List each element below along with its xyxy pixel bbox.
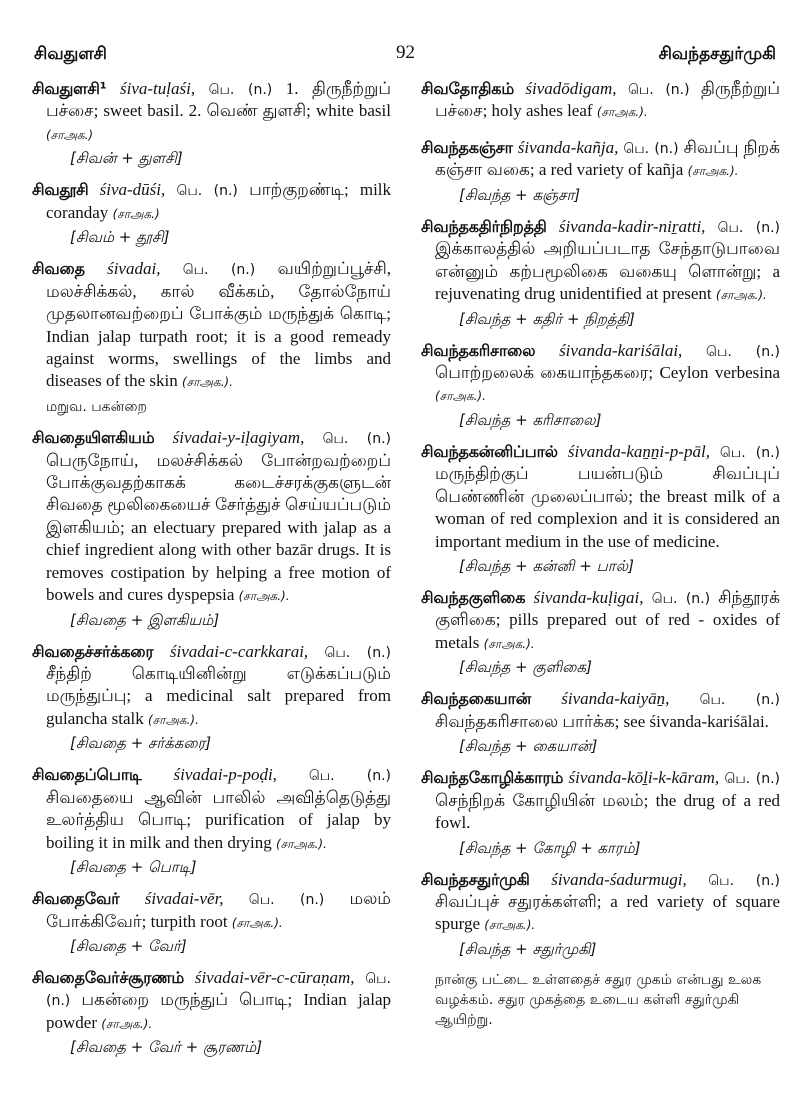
entry-transliteration: śivanda-kuḷigai, [533, 588, 644, 607]
dictionary-entry [32, 179, 391, 224]
entry-transliteration: śivanda-kaiyāṉ, [561, 689, 670, 709]
entry-source: (சாஅக.). [181, 375, 233, 390]
entry-pos: பெ. (n.) [182, 262, 256, 279]
entry-headword: சிவந்தகன்னிப்பால் [421, 441, 558, 461]
entry-etymology: [சிவந்த + கரிசாலை] [459, 410, 602, 429]
entry-headword: சிவதைவேர் [32, 889, 120, 909]
entry-definition: பெருநோய், மலச்சிக்கல் போன்றவற்றைப் போக்குவதற்காகக் கடைச்சரக்குகளுடன் சிவதை மூலிகையைச் சேர்த்துச் செய்யப்படும் இளகியம்; an electuary prepared with jalap as a chief ingredient along with other bazār drugs. It is removes costipation by helping a free motion of bowels and cures dyspepsia [46, 450, 391, 605]
entry-pos: பெ. (n.) [706, 343, 780, 360]
entry-synonym-note: மறுவ. பகன்றை [46, 398, 147, 415]
entry-headword: சிவதைவேர்ச்சூரணம் [32, 967, 185, 987]
dictionary-entry [421, 688, 780, 733]
dictionary-entry [32, 641, 391, 731]
entry-pos: பெ. (n.) [717, 219, 781, 236]
dictionary-entry [421, 216, 780, 306]
entry-definition: பொற்றலைக் கையாந்தகரை; Ceylon verbesina [435, 362, 780, 382]
dictionary-entry [421, 767, 780, 834]
dictionary-entry [32, 764, 391, 854]
entry-pos: பெ. (n.) [699, 692, 780, 709]
entry-definition: வயிற்றுப்பூச்சி, மலச்சிக்கல், கால் வீக்கம், தோல்நோய் முதலானவற்றைப் போக்கும் மருந்துக் கொடி; Indian jalap turpath root; it is a good remeady against worms, swellings of the limbs and diseases of the skin [46, 259, 392, 391]
dictionary-entry [421, 587, 780, 654]
entry-etymology: [சிவதை + சர்க்கரை] [70, 734, 212, 753]
entry-etymology: [சிவந்த + கன்னி + பால்] [459, 557, 634, 575]
entry-transliteration: śivadai-p-poḍi, [173, 765, 277, 785]
entry-source: (சாஅக.). [231, 915, 283, 930]
entry-transliteration: śivanda-kaṉṉi-p-pāl, [567, 441, 710, 461]
entry-etymology: [சிவந்த + சதுர்முகி] [459, 939, 597, 958]
entry-source: (சாஅக.). [238, 589, 290, 604]
entry-transliteration: śivadai-c-carkkarai, [169, 641, 309, 661]
entry-source: (சாஅக.). [596, 105, 648, 120]
entry-pos: பெ. (n.) [651, 591, 711, 607]
entry-definition: செந்நிறக் கோழியின் மலம்; the drug of a red fowl. [435, 790, 780, 833]
entry-source: (சாஅக.). [687, 164, 739, 179]
entry-pos: பெ. (n.) [719, 444, 781, 461]
entry-pos: பெ. (n.) [176, 183, 238, 200]
entry-transliteration: śivadai-y-iḷagiyam, [172, 428, 305, 448]
entry-definition: பாற்குறண்டி; milk coranday [46, 180, 392, 222]
entry-transliteration: śivanda-kadir-niṟatti, [558, 216, 706, 236]
dictionary-entry [421, 137, 780, 182]
entry-source: (சாஅக.). [275, 836, 327, 851]
entry-transliteration: śivanda-śadurmugi, [551, 869, 687, 889]
entry-definition: மலம் போக்கிவேர்; turpith root [46, 889, 391, 931]
entry-headword: சிவதையிளகியம் [32, 428, 155, 448]
entry-pos: பெ. (n.) [322, 431, 392, 448]
dictionary-entry [32, 258, 391, 393]
entry-pos: பெ. (n.) [724, 771, 781, 788]
entry-source: (சாஅக.) [112, 206, 160, 221]
entry-transliteration: śiva-dūśi, [99, 180, 166, 200]
entry-source: (சாஅக.). [483, 636, 535, 651]
entry-etymology: [சிவந்த + குளிகை] [459, 658, 592, 677]
entry-transliteration: śivadai-vēr-c-cūraṇam, [194, 967, 355, 987]
entry-etymology: [சிவந்த + கோழி + காரம்] [459, 838, 641, 857]
entry-transliteration: śivanda-kariśālai, [559, 340, 683, 360]
entry-headword: சிவந்தசதுர்முகி [421, 869, 530, 889]
entry-spacer [421, 127, 780, 137]
entry-transliteration: śivadōdigam, [525, 79, 617, 98]
entry-headword: சிவதை [32, 259, 85, 279]
entry-definition: சிவந்தகரிசாலை பார்க்க; see śivanda-kariśālai. [435, 711, 769, 731]
entry-headword: சிவதைச்சர்க்கரை [32, 641, 154, 661]
dictionary-entry [421, 869, 780, 936]
entry-headword: சிவந்தகரிசாலை [421, 340, 536, 360]
entry-etymology: [சிவந்த + கதிர் + நிறத்தி] [459, 309, 635, 328]
entry-headword: சிவதுளசி¹ [32, 79, 107, 98]
left-column [32, 78, 391, 1068]
entry-source: (சாஅக.). [101, 1016, 153, 1031]
entry-etymology: [சிவந்த + கையான்] [459, 737, 598, 756]
entry-definition: திருநீற்றுப் பச்சை; holy ashes leaf [435, 79, 781, 121]
entry-source: (சாஅக.). [484, 918, 536, 933]
entry-etymology: [சிவதை + வேர்] [70, 936, 187, 955]
entry-pos: பெ. (n.) [627, 82, 690, 98]
entry-definition: சிவதையை ஆவின் பாலில் அவித்தெடுத்து உலர்த்திய பொடி; purification of jalap by boiling it in milk and then drying [46, 787, 391, 852]
entry-etymology: [சிவதை + பொடி] [70, 858, 197, 877]
entry-headword: சிவந்தகஞ்சா [421, 137, 513, 157]
entry-pos: பெ. (n.) [208, 82, 273, 98]
entry-headword: சிவந்தகதிர்நிறத்தி [421, 216, 547, 236]
header-left-guideword: சிவதுளசி [34, 44, 107, 64]
entry-explanatory-paragraph: நான்கு பட்டை உள்ளதைச் சதுர முகம் என்பது உலக வழக்கம். சதுர முகத்தை உடைய கள்ளி சதுர்முகி ஆயிற்று. [435, 971, 762, 1029]
entry-transliteration: śivadai-vēr, [144, 889, 224, 909]
right-column [421, 78, 780, 1068]
entry-headword: சிவந்தகையான் [421, 689, 532, 709]
entry-pos: பெ. (n.) [46, 970, 391, 1010]
dictionary-entry [421, 78, 780, 123]
entry-definition: சிவப்புச் சதுரக்கள்ளி; a red variety of square spurge [435, 891, 780, 934]
entry-transliteration: śiva-tuḷaśi, [119, 79, 196, 98]
page-number: 92 [396, 42, 415, 63]
entry-source: (சாஅக.). [435, 389, 486, 404]
entry-definition: 1. திருநீற்றுப் பச்சை; sweet basil. 2. வெண் துளசி; white basil [46, 79, 391, 121]
entry-pos: பெ. (n.) [308, 768, 392, 785]
dictionary-entry [421, 441, 780, 553]
entry-transliteration: śivanda-kōḻi-k-kāram, [568, 768, 720, 788]
entry-pos: பெ. (n.) [324, 644, 391, 661]
entry-definition: சீந்திற் கொடியினின்று எடுக்கப்படும் மருந்துப்பு; a medicinal salt prepared from gulancha stalk [46, 664, 391, 728]
entry-pos: பெ. (n.) [623, 140, 679, 157]
entry-headword: சிவந்தகோழிக்காரம் [421, 768, 564, 788]
entry-transliteration: śivanda-kañja, [517, 137, 619, 157]
dictionary-entry [32, 967, 391, 1034]
entry-definition: பகன்றை மருந்துப் பொடி; Indian jalap powder [46, 990, 391, 1032]
entry-definition: இக்காலத்தில் அறியப்படாத சேந்தாடுபாவை என்னும் கற்பமூலிகை வகையு ளொன்று; a rejuvenating drug unidentified at present [435, 239, 780, 304]
entry-etymology: [சிவம் + தூசி] [70, 228, 170, 247]
entry-etymology: [சிவதை + வேர் + சூரணம்] [70, 1038, 263, 1057]
entry-definition: சிவப்பு நிறக் கஞ்சா வகை; a red variety of kañja [435, 137, 780, 180]
entry-definition: சிந்தூரக் குளிகை; pills prepared out of red - oxides of metals [435, 588, 781, 652]
entry-source: (சாஅக.) [46, 127, 94, 142]
dictionary-entry [32, 78, 391, 145]
entry-headword: சிவதோதிகம் [421, 79, 515, 98]
entry-source: (சாஅக.). [715, 288, 767, 303]
entry-etymology: [சிவந்த + கஞ்சா] [459, 185, 581, 204]
dictionary-entry [421, 340, 780, 407]
dictionary-entry [32, 427, 391, 607]
entry-etymology: [சிவன் + துளசி] [70, 149, 183, 168]
entry-transliteration: śivadai, [107, 259, 161, 279]
two-column-body [32, 78, 780, 1068]
entry-headword: சிவந்தகுளிகை [421, 588, 526, 607]
dictionary-entry [32, 888, 391, 933]
entry-headword: சிவதூசி [32, 180, 89, 200]
entry-etymology: [சிவதை + இளகியம்] [70, 610, 220, 629]
entry-definition: மருந்திற்குப் பயன்படும் சிவப்புப் பெண்ணின் முலைப்பால்; the breast milk of a woman of red complexion and it is considered an important medium in the use of medicine. [435, 464, 780, 551]
header-right-guideword: சிவந்தசதுர்முகி [658, 44, 776, 64]
entry-source: (சாஅக.). [147, 712, 199, 727]
page-header [32, 8, 778, 64]
entry-headword: சிவதைப்பொடி [32, 765, 142, 785]
entry-pos: பெ. (n.) [248, 892, 325, 909]
entry-pos: பெ. (n.) [708, 872, 780, 889]
